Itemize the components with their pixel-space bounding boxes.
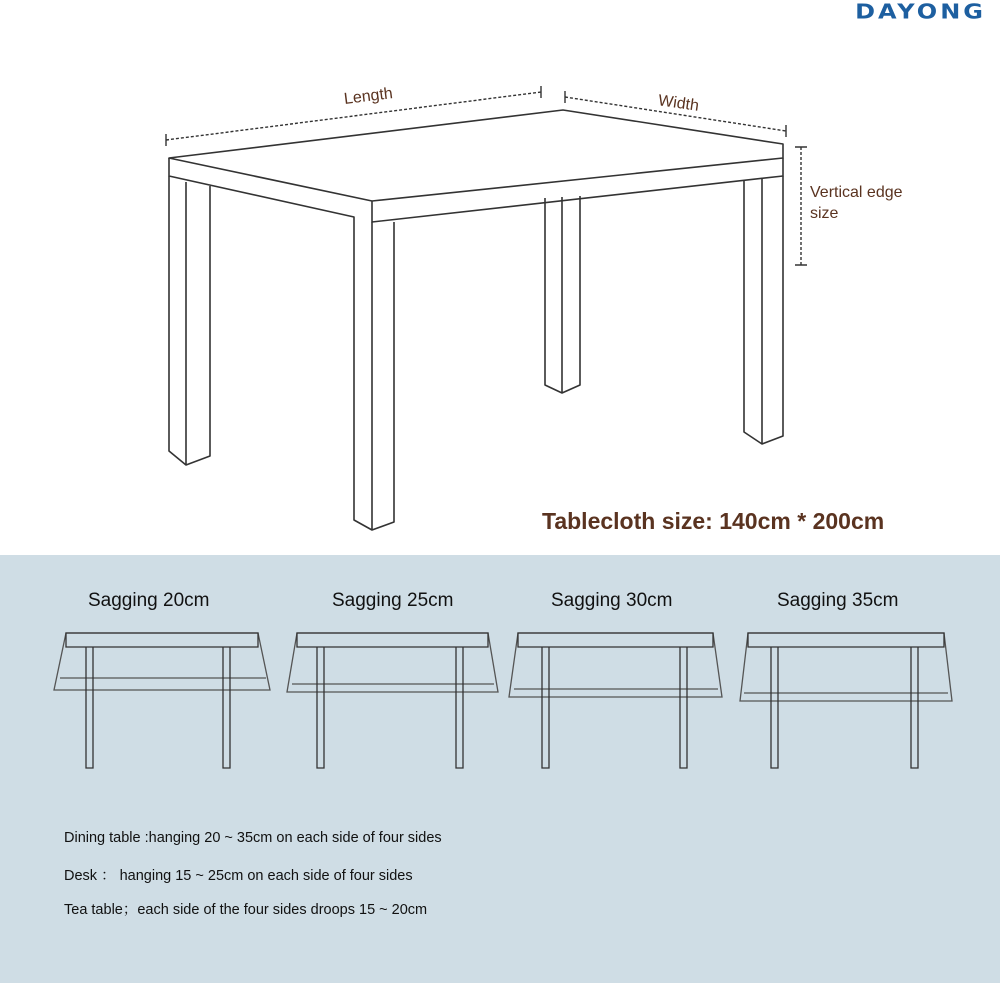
sagging-table-30 [509,633,722,768]
sagging-table-25 [287,633,498,768]
tablecloth-size: Tablecloth size: 140cm * 200cm [542,508,885,534]
vertical-edge-label: Vertical edge [810,184,903,201]
brand-logo: DAYONG [855,0,986,24]
note-desk: Desk ： hanging 15 ~ 25cm on each side of four sides [64,868,413,884]
sagging-table-20 [54,633,270,768]
sagging-label-20: Sagging 20cm [88,590,210,611]
vertical-edge-size-label: size [810,205,839,222]
sagging-table-35 [740,633,952,768]
sagging-label-30: Sagging 30cm [551,590,673,611]
sagging-label-35: Sagging 35cm [777,590,899,611]
width-label: Width [657,92,700,115]
length-label: Length [343,85,394,108]
note-tea-table: Tea table；each side of the four sides droops 15 ~ 20cm [64,902,428,918]
note-dining-table: Dining table :hanging 20 ~ 35cm on each side of four sides [64,830,442,846]
sagging-label-25: Sagging 25cm [332,590,454,611]
